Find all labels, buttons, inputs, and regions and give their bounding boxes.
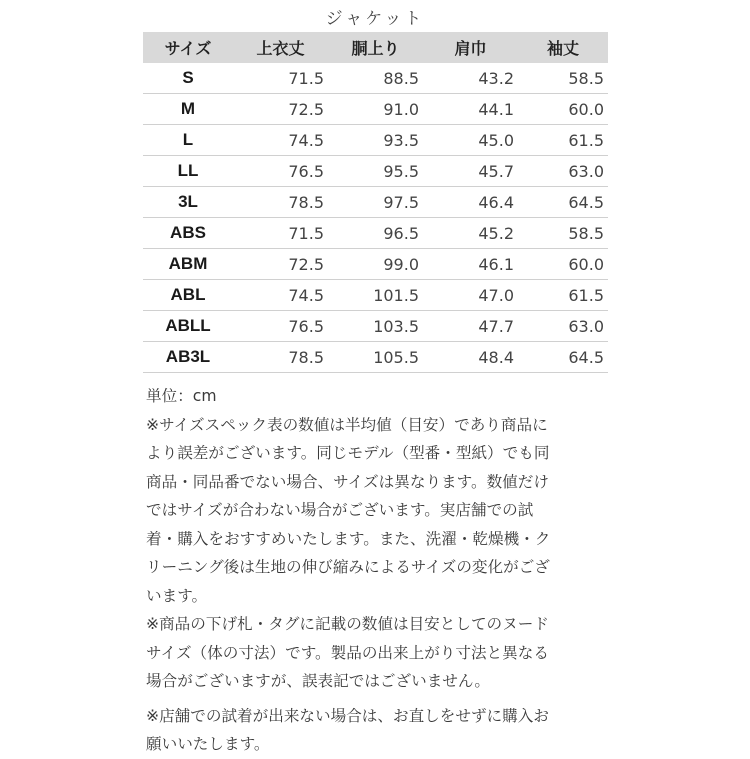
table-row	[143, 218, 608, 249]
cell-shoulder: 45.2	[423, 218, 518, 249]
table-row	[143, 280, 608, 311]
cell-length: 76.5	[233, 311, 328, 342]
cell-chest: 99.0	[328, 249, 423, 280]
header-sleeve: 袖丈	[518, 32, 608, 63]
unit-label: 単位：cm	[146, 387, 217, 405]
cell-chest: 103.5	[328, 311, 423, 342]
cell-size: S	[143, 63, 233, 94]
cell-sleeve: 58.5	[518, 218, 608, 249]
table-row	[143, 94, 608, 125]
cell-chest: 88.5	[328, 63, 423, 94]
cell-size: ABS	[143, 218, 233, 249]
cell-sleeve: 64.5	[518, 187, 608, 218]
cell-chest: 93.5	[328, 125, 423, 156]
table-row	[143, 125, 608, 156]
table-row	[143, 63, 608, 94]
header-size: サイズ	[143, 32, 233, 63]
cell-chest: 95.5	[328, 156, 423, 187]
note-line: リーニング後は生地の伸び縮みによるサイズの変化がござ	[146, 558, 550, 576]
cell-shoulder: 45.7	[423, 156, 518, 187]
cell-length: 78.5	[233, 187, 328, 218]
size-spec-table	[143, 32, 608, 373]
note-line: ではサイズが合わない場合がございます。実店舗での試	[146, 501, 534, 519]
cell-shoulder: 44.1	[423, 94, 518, 125]
cell-chest: 105.5	[328, 342, 423, 373]
cell-shoulder: 47.7	[423, 311, 518, 342]
cell-chest: 91.0	[328, 94, 423, 125]
cell-length: 71.5	[233, 218, 328, 249]
cell-length: 74.5	[233, 125, 328, 156]
cell-size: ABM	[143, 249, 233, 280]
cell-sleeve: 60.0	[518, 249, 608, 280]
note-line: 商品・同品番でない場合、サイズは異なります。数値だけ	[146, 472, 549, 491]
note-line: サイズ（体の寸法）です。製品の出来上がり寸法と異なる	[146, 643, 549, 662]
cell-shoulder: 45.0	[423, 125, 518, 156]
table-row	[143, 187, 608, 218]
table-row	[143, 311, 608, 342]
cell-sleeve: 60.0	[518, 94, 608, 125]
cell-sleeve: 63.0	[518, 156, 608, 187]
note-line: ※店舗での試着が出来ない場合は、お直しをせずに購入お	[146, 706, 549, 725]
header-chest: 胴上り	[328, 32, 423, 63]
cell-sleeve: 64.5	[518, 342, 608, 373]
cell-size: AB3L	[143, 342, 233, 373]
cell-length: 78.5	[233, 342, 328, 373]
cell-size: LL	[143, 156, 233, 187]
cell-shoulder: 47.0	[423, 280, 518, 311]
note-line: 着・購入をおすすめいたします。また、洗濯・乾燥機・ク	[146, 529, 551, 548]
note-line: より誤差がございます。同じモデル（型番・型紙）でも同	[146, 444, 550, 462]
notes-section	[146, 382, 616, 759]
note-line: います。	[146, 586, 208, 605]
table-row	[143, 342, 608, 373]
cell-size: L	[143, 125, 233, 156]
table-row	[143, 249, 608, 280]
note-size-spec	[146, 411, 616, 611]
cell-size: ABLL	[143, 311, 233, 342]
cell-sleeve: 61.5	[518, 125, 608, 156]
note-line: ※サイズスペック表の数値は半均値（目安）であり商品に	[146, 415, 548, 434]
cell-shoulder: 43.2	[423, 63, 518, 94]
cell-chest: 96.5	[328, 218, 423, 249]
header-length: 上衣丈	[233, 32, 328, 63]
cell-sleeve: 58.5	[518, 63, 608, 94]
table-header-row	[143, 32, 608, 63]
cell-length: 72.5	[233, 94, 328, 125]
cell-length: 76.5	[233, 156, 328, 187]
cell-length: 72.5	[233, 249, 328, 280]
note-line: ※商品の下げ札・タグに記載の数値は目安としてのヌード	[146, 615, 549, 633]
note-line: 願いいたします。	[146, 735, 270, 753]
cell-shoulder: 46.1	[423, 249, 518, 280]
cell-size: ABL	[143, 280, 233, 311]
cell-shoulder: 48.4	[423, 342, 518, 373]
cell-sleeve: 61.5	[518, 280, 608, 311]
note-tag-values	[146, 610, 616, 696]
cell-length: 74.5	[233, 280, 328, 311]
cell-chest: 101.5	[328, 280, 423, 311]
cell-chest: 97.5	[328, 187, 423, 218]
header-shoulder: 肩巾	[423, 32, 518, 63]
cell-size: 3L	[143, 187, 233, 218]
note-line: 場合がございますが、誤表記ではございません。	[146, 672, 490, 690]
cell-length: 71.5	[233, 63, 328, 94]
cell-sleeve: 63.0	[518, 311, 608, 342]
cell-shoulder: 46.4	[423, 187, 518, 218]
table-row	[143, 156, 608, 187]
cell-size: M	[143, 94, 233, 125]
page-title: ジャケット	[325, 9, 425, 29]
